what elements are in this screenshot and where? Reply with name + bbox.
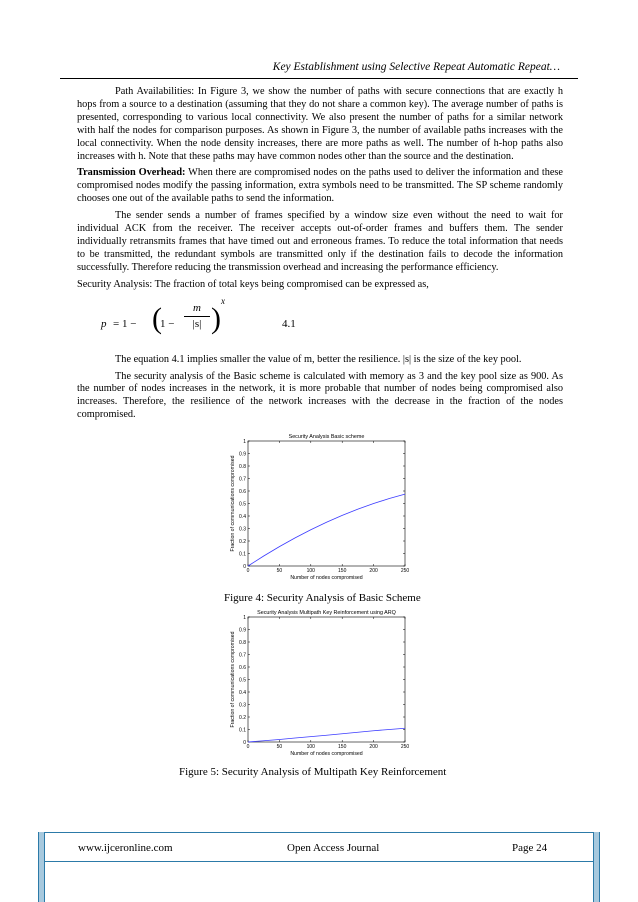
- equation-numerator: m: [184, 302, 210, 317]
- body-text: [77, 86, 563, 426]
- y-tick-label: 1: [243, 614, 246, 621]
- y-tick-label: 0: [243, 739, 246, 746]
- y-tick-label: 0: [243, 563, 246, 570]
- y-tick-label: 0.4: [239, 513, 246, 520]
- footer-rule-top: [38, 832, 600, 833]
- figure-5-caption: Figure 5: Security Analysis of Multipath Key Reinforcement: [179, 766, 447, 778]
- paragraph-sender: The sender sends a number of frames specified by a window size even without the need to wait for individual ACK from the receiver. The receiver accepts out-of-order frames and buffers them. The sender individually retransmits frames that have timed out and erroneous frames. To reduce the total information that needs to be transmitted, the redundant symbols are transmitted only if the destination fails to decode the information successfully. Therefore reducing the transmission overhead and increasing the performance efficiency.: [77, 210, 563, 273]
- x-tick-label: 50: [276, 744, 283, 750]
- y-tick-label: 0.2: [239, 714, 246, 721]
- equation-main: = 1 −: [113, 317, 137, 330]
- y-tick-label: 0.6: [239, 664, 246, 671]
- y-tick-label: 0.4: [239, 689, 246, 696]
- y-tick-label: 0.9: [239, 451, 246, 458]
- header-rule: [60, 78, 578, 79]
- y-tick-label: 0.8: [239, 639, 246, 646]
- y-tick-label: 0.3: [239, 526, 246, 533]
- footer-bar-left: [38, 832, 45, 902]
- equation-number: 4.1: [282, 317, 296, 330]
- x-tick-label: 100: [306, 744, 315, 750]
- paragraph-transmission-overhead: [77, 167, 563, 206]
- footer-page-number: Page 24: [512, 842, 548, 854]
- x-tick-label: 250: [400, 744, 410, 750]
- equation-lhs: p: [101, 317, 107, 330]
- paragraph-text: When there are compromised nodes on the paths used to deliver the information and these compromised nodes modify the passing information, extra symbols need to be transmitted. The SP scheme randomly chooses one out of the available paths to send the information.: [77, 167, 563, 205]
- x-axis-label: Number of nodes compromised: [290, 575, 363, 581]
- equation-paren-right: ): [211, 301, 221, 335]
- plot-frame: [248, 617, 405, 742]
- paragraph-equation-explanation: The equation 4.1 implies smaller the value of m, better the resilience. |s| is the size of the key pool.: [115, 353, 522, 365]
- y-tick-label: 0.2: [239, 538, 246, 545]
- equation-4-1: [77, 296, 563, 348]
- y-tick-label: 0.3: [239, 702, 246, 709]
- equation-fraction: [184, 302, 210, 331]
- chart-title: Security Analysis Basic scheme: [288, 434, 365, 440]
- x-tick-label: 200: [369, 744, 378, 750]
- y-tick-label: 0.6: [239, 488, 246, 495]
- paragraph-path-availabilities: Path Availabilities: In Figure 3, we show the number of paths with secure connections that are exactly h hops from a source to a destination (assuming that they do not share a common key). The average number of paths is presented, corresponding to various local connectivity. We also present the number of paths for a similar network with half the nodes for comparison purposes. As shown in Figure 3, the number of available paths increases with the local connectivity. When the node density increases, there are more paths as well. The number of h-hop paths also increases with h. Note that these paths may have common nodes other than the source and the destination.: [77, 86, 563, 162]
- y-axis-label: Fraction of communications compromised: [230, 455, 236, 552]
- y-tick-label: 1: [243, 438, 246, 445]
- y-tick-label: 0.1: [239, 551, 246, 558]
- footer-journal: Open Access Journal: [287, 842, 380, 854]
- equation-paren-left: (: [152, 301, 162, 335]
- y-tick-label: 0.1: [239, 727, 246, 734]
- y-tick-label: 0.5: [239, 501, 246, 508]
- footer-rule-bottom: [38, 861, 600, 862]
- y-tick-label: 0.8: [239, 463, 246, 470]
- y-tick-label: 0.7: [239, 652, 246, 659]
- x-tick-label: 0: [246, 744, 250, 750]
- figure-4-svg: [228, 428, 418, 583]
- running-header: Key Establishment using Selective Repeat Automatic Repeat…: [272, 61, 560, 73]
- equation-inner: 1 −: [160, 317, 175, 330]
- y-tick-label: 0.9: [239, 627, 246, 634]
- figure-5-svg: [228, 604, 418, 759]
- figure-4-chart: [228, 428, 418, 583]
- x-tick-label: 200: [369, 568, 378, 574]
- x-tick-label: 150: [338, 744, 347, 750]
- x-tick-label: 150: [338, 568, 347, 574]
- figure-5-chart: [228, 604, 418, 759]
- y-axis-label: Fraction of communications compromised: [230, 631, 236, 728]
- paragraph-security-analysis: Security Analysis: The fraction of total keys being compromised can be expressed as,: [77, 278, 429, 290]
- footer-bar-right: [593, 832, 600, 902]
- x-tick-label: 250: [400, 568, 410, 574]
- y-tick-label: 0.5: [239, 677, 246, 684]
- section-heading-transmission-overhead: Transmission Overhead:: [77, 167, 186, 179]
- paragraph-security-basic: The security analysis of the Basic scheme is calculated with memory as 3 and the key pool size as 900. As the number of nodes increases in the network, it is more probable that number of nodes being compromised also increases. Therefore, the resilience of the network increases with the decrease in the fraction of the nodes compromised.: [77, 370, 563, 421]
- x-tick-label: 100: [306, 568, 315, 574]
- equation-exponent: x: [221, 295, 225, 306]
- x-axis-label: Number of nodes compromised: [290, 751, 363, 757]
- plot-frame: [248, 441, 405, 566]
- x-tick-label: 50: [276, 568, 283, 574]
- figure-4-caption: Figure 4: Security Analysis of Basic Scheme: [224, 592, 421, 604]
- chart-title: Security Analysis Multipath Key Reinforcement using ARQ: [257, 610, 396, 616]
- x-tick-label: 0: [246, 568, 250, 574]
- y-tick-label: 0.7: [239, 476, 246, 483]
- equation-denominator: |s|: [192, 317, 202, 330]
- footer-website-link[interactable]: www.ijceronline.com: [78, 842, 173, 854]
